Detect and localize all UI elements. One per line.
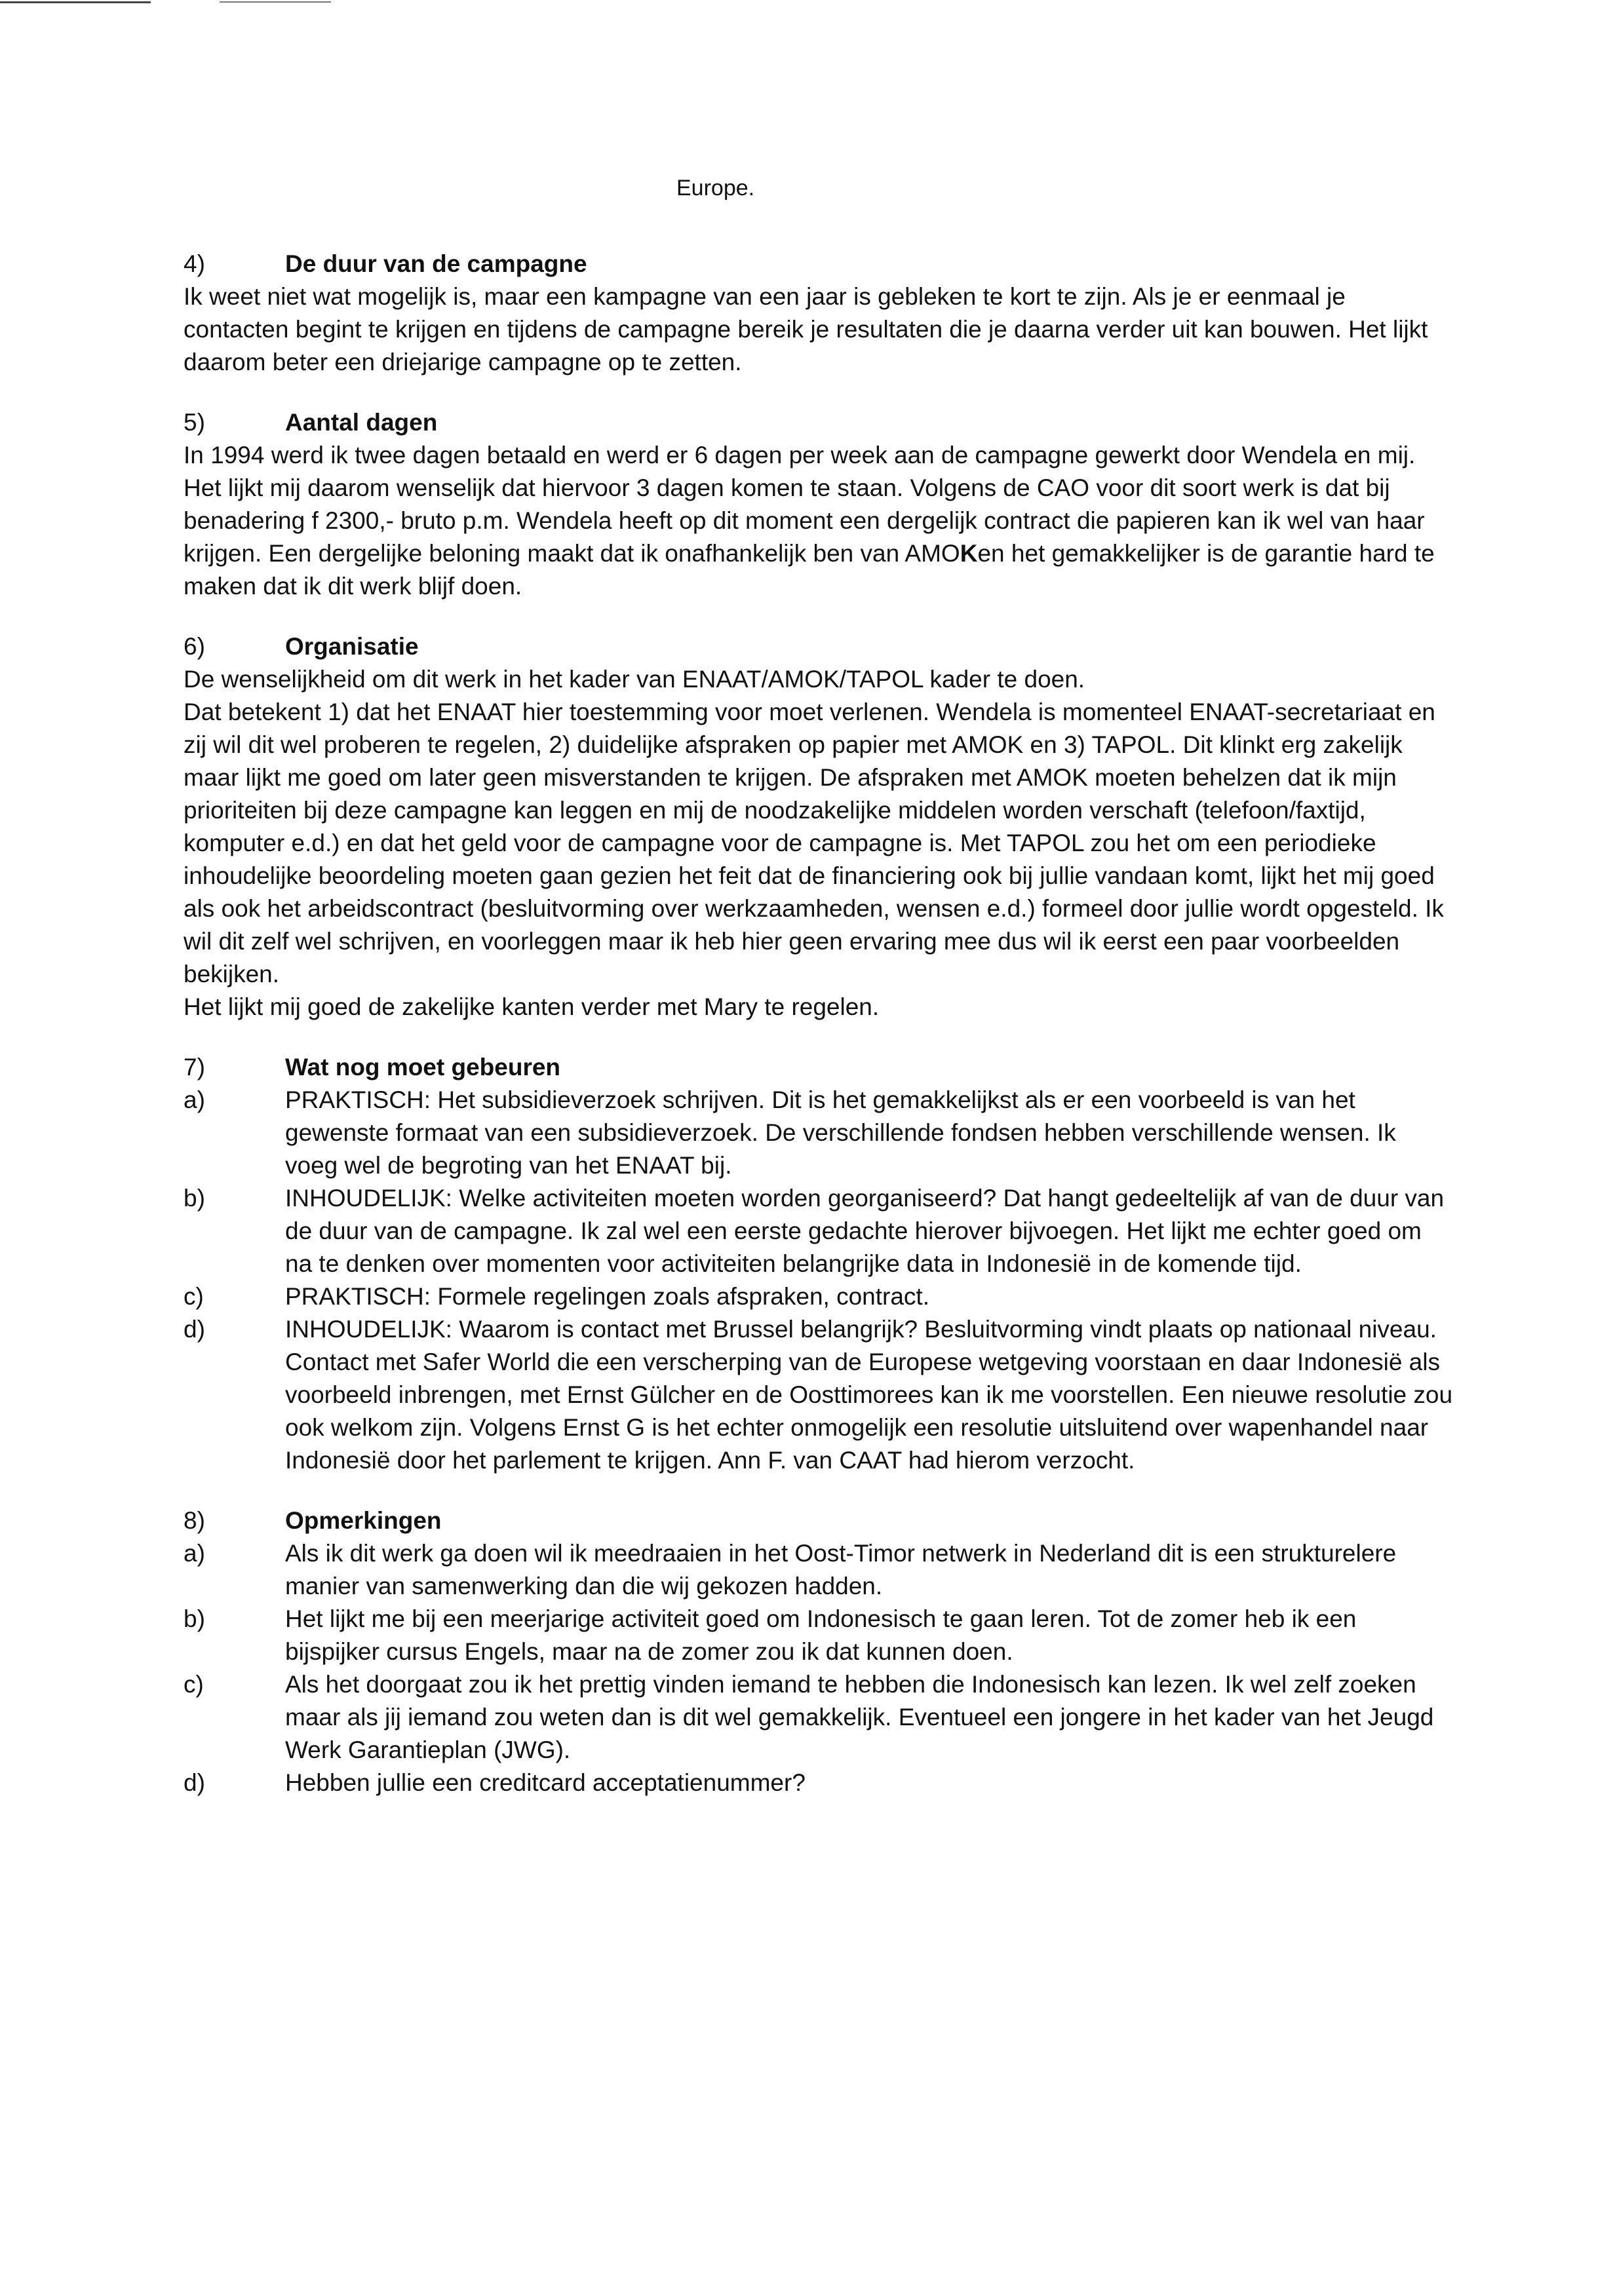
item-letter: b) (184, 1185, 205, 1212)
overstruck-letter: K (960, 540, 978, 567)
paragraph-text: In 1994 werd ik twee dagen betaald en werd er 6 dagen per week aan de campagne gewerkt door Wendela en mij. Het lijkt mij daarom wenselijk dat hiervoor 3 dagen komen te staan. Volgens de CAO voor dit soort werk is dat bij benadering f 2300,- bruto p.m. Wendela heeft op dit moment een dergelijk contract die papieren kan ik wel van haar krijgen. Een dergelijke beloning maakt dat ik onafhankelijk ben van AMO (184, 442, 1425, 567)
section-number: 6) (184, 633, 205, 660)
section-remarks (184, 1504, 1455, 1799)
list-item (184, 1182, 1455, 1280)
list-item (184, 1084, 1455, 1182)
paragraph: De wenselijkheid om dit werk in het kader van ENAAT/AMOK/TAPOL kader te doen. (184, 666, 1085, 693)
list-item (184, 1668, 1455, 1767)
section-heading: De duur van de campagne (285, 250, 587, 277)
section-header (184, 248, 1455, 280)
paragraph (184, 439, 1455, 603)
section-header (184, 630, 1455, 663)
item-text: Als het doorgaat zou ik het prettig vinden iemand te hebben die Indonesisch kan lezen. Ik wel zelf zoeken maar als jij iemand zou weten dan is dit wel gemakkelijk. Eventueel een jongere in het kader van het Jeugd Werk Garantieplan (JWG). (285, 1671, 1434, 1763)
list-item (184, 1313, 1455, 1477)
section-number: 4) (184, 250, 205, 277)
item-text: PRAKTISCH: Formele regelingen zoals afspraken, contract. (285, 1283, 929, 1310)
section-days (184, 406, 1455, 603)
list-item (184, 1767, 1455, 1799)
section-header (184, 1504, 1455, 1537)
section-duration (184, 248, 1455, 379)
paragraph: Het lijkt mij goed de zakelijke kanten verder met Mary te regelen. (184, 993, 880, 1020)
item-letter: d) (184, 1316, 205, 1343)
section-number: 8) (184, 1507, 205, 1534)
section-header (184, 406, 1455, 439)
item-text: Hebben jullie een creditcard acceptatienummer? (285, 1769, 806, 1796)
item-letter: c) (184, 1283, 204, 1310)
item-text: INHOUDELIJK: Welke activiteiten moeten worden georganiseerd? Dat hangt gedeeltelijk af van de duur van de duur van de campagne. Ik zal wel een eerste gedachte hierover bijvoegen. Het lijkt me echter goed om na te denken over momenten voor activiteiten belangrijke data in Indonesië in de komende tijd. (285, 1185, 1445, 1277)
item-text: Het lijkt me bij een meerjarige activiteit goed om Indonesisch te gaan leren. Tot de zomer heb ik een bijspijker cursus Engels, maar na de zomer zou ik dat kunnen doen. (285, 1605, 1357, 1665)
section-number: 7) (184, 1054, 205, 1081)
section-heading: Opmerkingen (285, 1507, 442, 1534)
list-item (184, 1603, 1455, 1668)
item-letter: b) (184, 1605, 205, 1632)
item-text: PRAKTISCH: Het subsidieverzoek schrijven. Dit is het gemakkelijkst als er een voorbeeld is van het gewenste formaat van een subsidieverzoek. De verschillende fondsen hebben verschillende wensen. Ik voeg wel de begroting van het ENAAT bij. (285, 1086, 1396, 1179)
section-heading: Aantal dagen (285, 409, 438, 436)
page-top-text: Europe. (676, 176, 755, 201)
section-number: 5) (184, 409, 205, 436)
item-text: INHOUDELIJK: Waarom is contact met Brussel belangrijk? Besluitvorming vindt plaats op nationaal niveau. Contact met Safer World die een verscherping van de Europese wetgeving voorstaan en daar Indonesië als voorbeeld inbrengen, met Ernst Gülcher en de Oosttimorees kan ik me voorstellen. Een nieuwe resolutie zou ook welkom zijn. Volgens Ernst G is het echter onmogelijk een resolutie uitsluitend over wapenhandel naar Indonesië door het parlement te krijgen. Ann F. van CAAT had hierom verzocht. (285, 1316, 1453, 1474)
section-organisation (184, 630, 1455, 1024)
scan-edge-mark (220, 1, 331, 3)
list-item (184, 1280, 1455, 1313)
paragraph: Dat betekent 1) dat het ENAAT hier toestemming voor moet verlenen. Wendela is momenteel ENAAT-secretariaat en zij wil dit wel proberen te regelen, 2) duidelijke afspraken op papier met AMOK en 3) TAPOL. Dit klinkt erg zakelijk maar lijkt me goed om later geen misverstanden te krijgen. De afspraken met AMOK moeten behelzen dat ik mijn prioriteiten bij deze campagne kan leggen en mij de noodzakelijke middelen worden verschaft (telefoon/faxtijd, komputer e.d.) en dat het geld voor de campagne voor de campagne is. Met TAPOL zou het om een periodieke inhoudelijke beoordeling moeten gaan gezien het feit dat de financiering ook bij jullie vandaan komt, lijkt het mij goed als ook het arbeidscontract (besluitvorming over werkzaamheden, wensen e.d.) formeel door jullie wordt opgesteld. Ik wil dit zelf wel schrijven, en voorleggen maar ik heb hier geen ervaring mee dus wil ik eerst een paar voorbeelden bekijken. (184, 698, 1444, 987)
paragraph-text: en het gemakkelijker is de garantie hard te maken dat ik dit werk blijf doen. (184, 540, 1435, 600)
item-letter: d) (184, 1769, 205, 1796)
section-heading: Wat nog moet gebeuren (285, 1054, 561, 1081)
section-header (184, 1051, 1455, 1084)
item-text: Als ik dit werk ga doen wil ik meedraaien in het Oost-Timor netwerk in Nederland dit is een strukturelere manier van samenwerking dan die wij gekozen hadden. (285, 1540, 1397, 1599)
item-letter: a) (184, 1086, 205, 1113)
section-todo (184, 1051, 1455, 1477)
paragraph: Ik weet niet wat mogelijk is, maar een kampagne van een jaar is gebleken te kort te zijn. Als je er eenmaal je contacten begint te krijgen en tijdens de campagne bereik je resultaten die je daarna verder uit kan bouwen. Het lijkt daarom beter een driejarige campagne op te zetten. (184, 283, 1428, 375)
item-letter: a) (184, 1540, 205, 1567)
section-heading: Organisatie (285, 633, 419, 660)
scan-edge-mark (0, 1, 151, 3)
list-item (184, 1537, 1455, 1603)
item-letter: c) (184, 1671, 204, 1698)
document-body (184, 248, 1455, 1827)
